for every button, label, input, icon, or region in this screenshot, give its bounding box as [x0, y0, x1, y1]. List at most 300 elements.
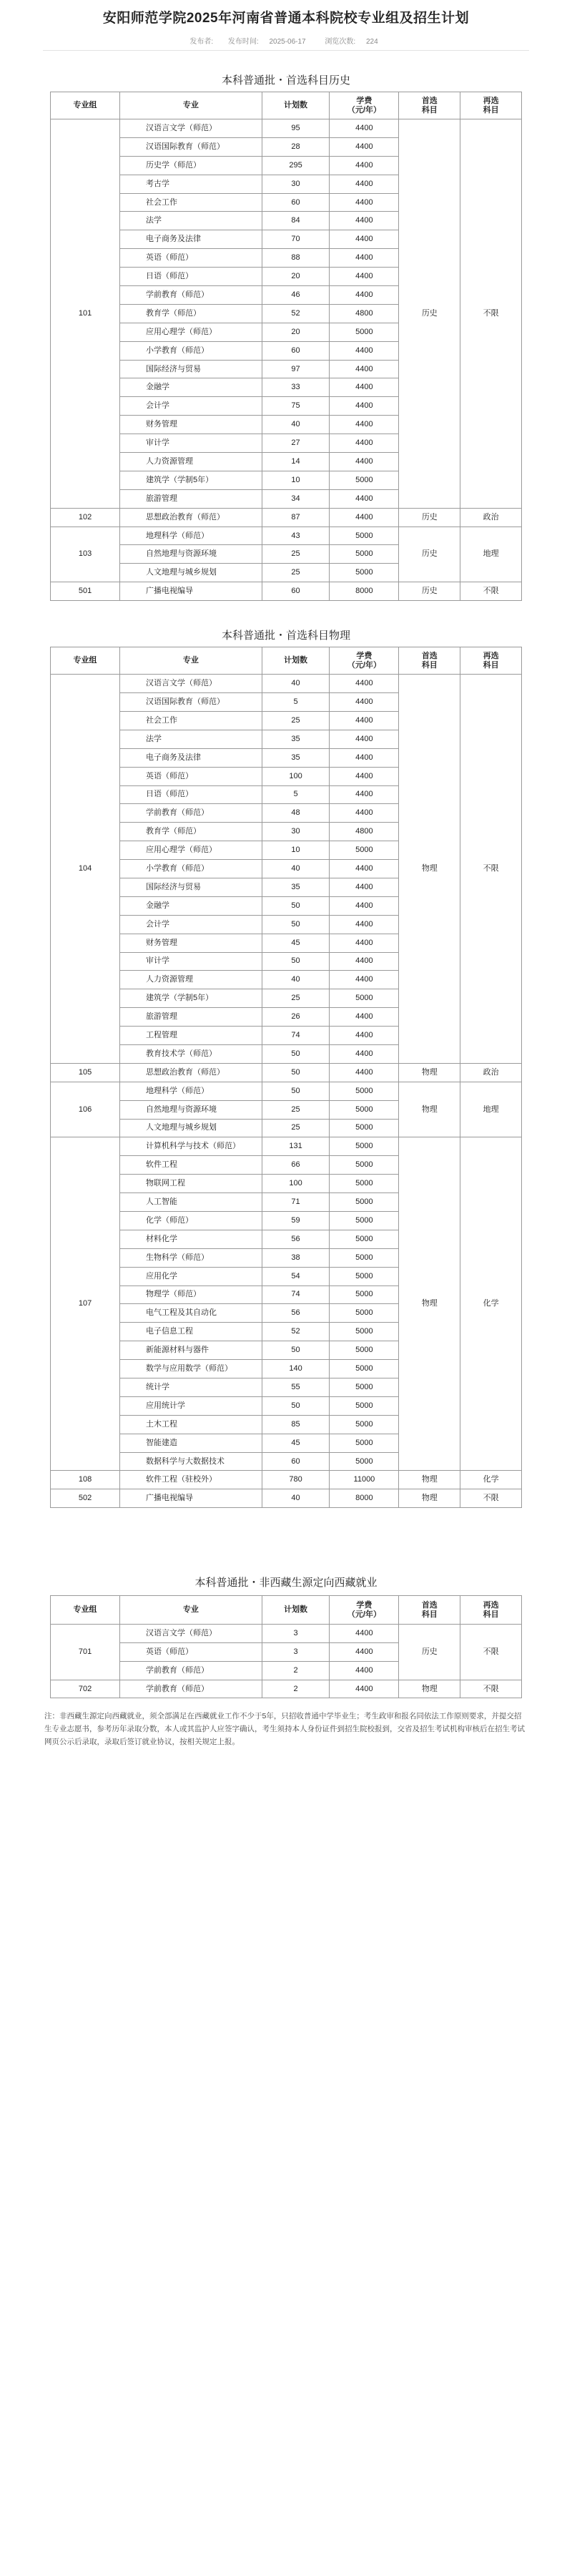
fee-cell: 5000 [330, 1156, 399, 1175]
header-fee: 学费 （元/年） [330, 1596, 399, 1625]
major-cell: 物联网工程 [120, 1175, 262, 1193]
fee-cell: 5000 [330, 545, 399, 564]
plan-cell: 46 [262, 286, 330, 305]
plan-cell: 5 [262, 693, 330, 712]
major-cell: 汉语言文学（师范） [120, 1625, 262, 1643]
reselect-subject-cell: 不限 [460, 1489, 522, 1508]
plan-cell: 780 [262, 1471, 330, 1489]
fee-cell: 4400 [330, 489, 399, 508]
fee-cell: 4400 [330, 860, 399, 878]
fee-cell: 5000 [330, 1193, 399, 1212]
first-subject-cell: 物理 [399, 1063, 460, 1082]
plan-cell: 40 [262, 675, 330, 693]
plan-cell: 34 [262, 489, 330, 508]
plan-cell: 3 [262, 1643, 330, 1662]
major-cell: 人文地理与城乡规划 [120, 1119, 262, 1137]
plan-cell: 40 [262, 416, 330, 434]
plan-cell: 75 [262, 397, 330, 416]
header-plan: 计划数 [262, 647, 330, 675]
first-subject-cell: 物理 [399, 1680, 460, 1698]
major-cell: 教育学（师范） [120, 304, 262, 323]
major-cell: 人力资源管理 [120, 453, 262, 471]
table-header-row [51, 1596, 522, 1625]
header-first-subject: 首选 科目 [399, 92, 460, 119]
fee-cell: 4400 [330, 1027, 399, 1045]
table-row [51, 1082, 522, 1100]
major-cell: 社会工作 [120, 193, 262, 212]
plan-cell: 30 [262, 175, 330, 193]
major-cell: 材料化学 [120, 1230, 262, 1248]
major-cell: 日语（师范） [120, 268, 262, 286]
major-cell: 土木工程 [120, 1415, 262, 1434]
fee-cell: 5000 [330, 1378, 399, 1397]
header-first-subject: 首选 科目 [399, 647, 460, 675]
plan-cell: 10 [262, 841, 330, 860]
fee-cell: 5000 [330, 1137, 399, 1156]
major-cell: 学前教育（师范） [120, 1661, 262, 1680]
major-cell: 小学教育（师范） [120, 341, 262, 360]
fee-cell: 4400 [330, 268, 399, 286]
plan-cell: 25 [262, 711, 330, 730]
fee-cell: 4400 [330, 1680, 399, 1698]
major-cell: 化学（师范） [120, 1211, 262, 1230]
view-count: 浏览次数: 224 [325, 38, 378, 46]
plan-cell: 66 [262, 1156, 330, 1175]
fee-cell: 5000 [330, 1175, 399, 1193]
plan-cell: 30 [262, 823, 330, 841]
major-cell: 英语（师范） [120, 249, 262, 268]
fee-cell: 5000 [330, 1267, 399, 1285]
reselect-subject-cell: 不限 [460, 119, 522, 509]
major-cell: 自然地理与资源环境 [120, 545, 262, 564]
major-cell: 英语（师范） [120, 767, 262, 785]
first-subject-cell: 历史 [399, 527, 460, 582]
fee-cell: 5000 [330, 1341, 399, 1360]
major-cell: 小学教育（师范） [120, 860, 262, 878]
plan-cell: 28 [262, 137, 330, 156]
plan-cell: 74 [262, 1027, 330, 1045]
fee-cell: 4400 [330, 730, 399, 748]
major-cell: 人文地理与城乡规划 [120, 564, 262, 582]
plan-cell: 27 [262, 434, 330, 453]
major-cell: 思想政治教育（师范） [120, 508, 262, 527]
major-cell: 物理学（师范） [120, 1285, 262, 1304]
header-reselect-subject: 再选 科目 [460, 92, 522, 119]
major-cell: 财务管理 [120, 416, 262, 434]
header-fee: 学费 （元/年） [330, 92, 399, 119]
major-cell: 考古学 [120, 175, 262, 193]
section-title: 本科普通批・首选科目历史 [221, 74, 350, 87]
major-cell: 金融学 [120, 378, 262, 397]
major-cell: 数据科学与大数据技术 [120, 1452, 262, 1471]
reselect-subject-cell: 政治 [460, 508, 522, 527]
first-subject-cell: 物理 [399, 1137, 460, 1471]
major-cell: 社会工作 [120, 711, 262, 730]
major-cell: 学前教育（师范） [120, 804, 262, 823]
plan-cell: 70 [262, 230, 330, 249]
major-cell: 审计学 [120, 952, 262, 971]
major-cell: 日语（师范） [120, 785, 262, 804]
plan-cell: 3 [262, 1625, 330, 1643]
table-row [51, 1489, 522, 1508]
header-major: 专业 [120, 647, 262, 675]
fee-cell: 5000 [330, 1452, 399, 1471]
fee-cell: 4400 [330, 360, 399, 378]
fee-cell: 5000 [330, 564, 399, 582]
reselect-subject-cell: 不限 [460, 1680, 522, 1698]
major-cell: 应用统计学 [120, 1396, 262, 1415]
table-row [51, 1137, 522, 1156]
major-cell: 广播电视编导 [120, 1489, 262, 1508]
table-row [51, 582, 522, 601]
plan-cell: 84 [262, 212, 330, 230]
fee-cell: 4400 [330, 119, 399, 138]
plan-cell: 100 [262, 767, 330, 785]
first-subject-cell: 历史 [399, 582, 460, 601]
group-id-cell: 108 [51, 1471, 120, 1489]
fee-cell: 4400 [330, 934, 399, 952]
major-cell: 金融学 [120, 896, 262, 915]
fee-cell: 5000 [330, 1211, 399, 1230]
fee-cell: 4400 [330, 767, 399, 785]
plan-cell: 50 [262, 896, 330, 915]
major-cell: 电子商务及法律 [120, 230, 262, 249]
fee-cell: 4400 [330, 508, 399, 527]
fee-cell: 4400 [330, 748, 399, 767]
plan-cell: 50 [262, 915, 330, 934]
group-id-cell: 106 [51, 1082, 120, 1137]
plan-cell: 100 [262, 1175, 330, 1193]
plan-cell: 88 [262, 249, 330, 268]
fee-cell: 5000 [330, 1360, 399, 1378]
major-cell: 地理科学（师范） [120, 527, 262, 545]
reselect-subject-cell: 地理 [460, 527, 522, 582]
plan-cell: 25 [262, 545, 330, 564]
plan-cell: 35 [262, 748, 330, 767]
plan-cell: 52 [262, 1323, 330, 1341]
plan-cell: 87 [262, 508, 330, 527]
major-cell: 国际经济与贸易 [120, 878, 262, 896]
group-id-cell: 501 [51, 582, 120, 601]
plan-cell: 35 [262, 878, 330, 896]
plan-cell: 71 [262, 1193, 330, 1212]
fee-cell: 4400 [330, 193, 399, 212]
plan-cell: 59 [262, 1211, 330, 1230]
fee-cell: 8000 [330, 1489, 399, 1508]
reselect-subject-cell: 不限 [460, 675, 522, 1064]
plan-cell: 50 [262, 1082, 330, 1100]
fee-cell: 5000 [330, 1396, 399, 1415]
major-cell: 生物科学（师范） [120, 1248, 262, 1267]
plan-cell: 25 [262, 989, 330, 1008]
major-cell: 广播电视编导 [120, 582, 262, 601]
fee-cell: 8000 [330, 582, 399, 601]
plan-cell: 131 [262, 1137, 330, 1156]
major-cell: 教育技术学（师范） [120, 1044, 262, 1063]
section-title: 本科普通批・首选科目物理 [221, 630, 350, 642]
major-cell: 人工智能 [120, 1193, 262, 1212]
first-subject-cell: 历史 [399, 119, 460, 509]
plan-cell: 60 [262, 193, 330, 212]
major-cell: 会计学 [120, 397, 262, 416]
table-header-row [51, 647, 522, 675]
section-title: 本科普通批・非西藏生源定向西藏就业 [194, 1577, 378, 1590]
plan-cell: 26 [262, 1008, 330, 1027]
plan-cell: 10 [262, 471, 330, 489]
table-row [51, 1625, 522, 1643]
fee-cell: 4400 [330, 286, 399, 305]
fee-cell: 4400 [330, 230, 399, 249]
fee-cell: 4400 [330, 675, 399, 693]
fee-cell: 4400 [330, 915, 399, 934]
reselect-subject-cell: 化学 [460, 1137, 522, 1471]
plan-table [50, 647, 522, 1508]
fee-cell: 4400 [330, 175, 399, 193]
fee-cell: 4400 [330, 1044, 399, 1063]
group-id-cell: 104 [51, 675, 120, 1064]
table-row [51, 527, 522, 545]
major-cell: 建筑学（学制5年） [120, 471, 262, 489]
plan-cell: 97 [262, 360, 330, 378]
fee-cell: 4800 [330, 304, 399, 323]
major-cell: 电子信息工程 [120, 1323, 262, 1341]
major-cell: 电子商务及法律 [120, 748, 262, 767]
plan-cell: 45 [262, 934, 330, 952]
reselect-subject-cell: 政治 [460, 1063, 522, 1082]
major-cell: 旅游管理 [120, 489, 262, 508]
major-cell: 汉语国际教育（师范） [120, 137, 262, 156]
fee-cell: 4400 [330, 397, 399, 416]
page-title: 安阳师范学院2025年河南省普通本科院校专业组及招生计划 [102, 11, 470, 26]
group-id-cell: 101 [51, 119, 120, 509]
plan-cell: 52 [262, 304, 330, 323]
header-reselect-subject: 再选 科目 [460, 1596, 522, 1625]
article-meta [0, 35, 572, 46]
major-cell: 自然地理与资源环境 [120, 1100, 262, 1119]
plan-cell: 40 [262, 1489, 330, 1508]
plan-cell: 50 [262, 1044, 330, 1063]
fee-cell: 5000 [330, 989, 399, 1008]
publisher-label: 发布者: [189, 38, 214, 46]
fee-cell: 5000 [330, 1248, 399, 1267]
major-cell: 审计学 [120, 434, 262, 453]
fee-cell: 5000 [330, 1415, 399, 1434]
plan-cell: 50 [262, 1396, 330, 1415]
plan-table [50, 92, 522, 601]
fee-cell: 5000 [330, 471, 399, 489]
header-group: 专业组 [51, 1596, 120, 1625]
fee-cell: 4800 [330, 823, 399, 841]
major-cell: 应用心理学（师范） [120, 323, 262, 341]
group-id-cell: 107 [51, 1137, 120, 1471]
plan-cell: 35 [262, 730, 330, 748]
fee-cell: 4400 [330, 711, 399, 730]
plan-cell: 33 [262, 378, 330, 397]
plan-cell: 40 [262, 971, 330, 989]
header-fee: 学费 （元/年） [330, 647, 399, 675]
fee-cell: 4400 [330, 971, 399, 989]
plan-cell: 2 [262, 1680, 330, 1698]
plan-cell: 60 [262, 1452, 330, 1471]
fee-cell: 5000 [330, 1082, 399, 1100]
fee-cell: 4400 [330, 453, 399, 471]
fee-cell: 4400 [330, 416, 399, 434]
table-header-row [51, 92, 522, 119]
fee-cell: 5000 [330, 1285, 399, 1304]
fee-cell: 5000 [330, 841, 399, 860]
group-id-cell: 701 [51, 1625, 120, 1680]
plan-cell: 50 [262, 1063, 330, 1082]
plan-cell: 60 [262, 582, 330, 601]
header-first-subject: 首选 科目 [399, 1596, 460, 1625]
fee-cell: 4400 [330, 1625, 399, 1643]
header-major: 专业 [120, 92, 262, 119]
group-id-cell: 702 [51, 1680, 120, 1698]
fee-cell: 4400 [330, 1008, 399, 1027]
footnote: 注：非西藏生源定向西藏就业，须全部满足在西藏就业工作不少于5年，只招收普通中学毕业生；考生政审和报名同依法工作原则要求，并提交招生专业志愿书，参考历年录取分数，本人或其监护人应签字确认，考生须持本人身份证件到招生院校报到，交省及招生考试机构审核后在招生考试网页公示后录取，录取后签订就业协议，按相关规定上报。 [44, 1712, 525, 1747]
first-subject-cell: 历史 [399, 1625, 460, 1680]
reselect-subject-cell: 化学 [460, 1471, 522, 1489]
header-plan: 计划数 [262, 92, 330, 119]
major-cell: 人力资源管理 [120, 971, 262, 989]
major-cell: 汉语言文学（师范） [120, 675, 262, 693]
fee-cell: 5000 [330, 1119, 399, 1137]
major-cell: 汉语国际教育（师范） [120, 693, 262, 712]
group-id-cell: 502 [51, 1489, 120, 1508]
fee-cell: 5000 [330, 1230, 399, 1248]
header-group: 专业组 [51, 647, 120, 675]
plan-cell: 14 [262, 453, 330, 471]
major-cell: 学前教育（师范） [120, 286, 262, 305]
major-cell: 思想政治教育（师范） [120, 1063, 262, 1082]
major-cell: 法学 [120, 212, 262, 230]
fee-cell: 4400 [330, 785, 399, 804]
fee-cell: 4400 [330, 341, 399, 360]
major-cell: 财务管理 [120, 934, 262, 952]
fee-cell: 5000 [330, 1100, 399, 1119]
plan-cell: 74 [262, 1285, 330, 1304]
plan-table [50, 1595, 522, 1698]
plan-cell: 56 [262, 1304, 330, 1323]
first-subject-cell: 历史 [399, 508, 460, 527]
fee-cell: 4400 [330, 878, 399, 896]
table-row [51, 1680, 522, 1698]
plan-cell: 56 [262, 1230, 330, 1248]
fee-cell: 4400 [330, 804, 399, 823]
plan-cell: 60 [262, 341, 330, 360]
plan-cell: 295 [262, 156, 330, 175]
fee-cell: 5000 [330, 1304, 399, 1323]
first-subject-cell: 物理 [399, 1471, 460, 1489]
table-row [51, 675, 522, 693]
major-cell: 历史学（师范） [120, 156, 262, 175]
plan-cell: 55 [262, 1378, 330, 1397]
plan-cell: 25 [262, 564, 330, 582]
fee-cell: 5000 [330, 527, 399, 545]
first-subject-cell: 物理 [399, 1082, 460, 1137]
major-cell: 学前教育（师范） [120, 1680, 262, 1698]
header-major: 专业 [120, 1596, 262, 1625]
fee-cell: 4400 [330, 378, 399, 397]
header-plan: 计划数 [262, 1596, 330, 1625]
fee-cell: 5000 [330, 1434, 399, 1452]
major-cell: 数学与应用数学（师范） [120, 1360, 262, 1378]
major-cell: 教育学（师范） [120, 823, 262, 841]
table-row [51, 508, 522, 527]
fee-cell: 4400 [330, 1661, 399, 1680]
plan-cell: 54 [262, 1267, 330, 1285]
divider [43, 50, 529, 51]
article-header [0, 0, 572, 50]
fee-cell: 5000 [330, 1323, 399, 1341]
article-content [0, 70, 572, 1748]
major-cell: 法学 [120, 730, 262, 748]
plan-cell: 20 [262, 268, 330, 286]
plan-cell: 140 [262, 1360, 330, 1378]
plan-cell: 2 [262, 1661, 330, 1680]
major-cell: 会计学 [120, 915, 262, 934]
major-cell: 统计学 [120, 1378, 262, 1397]
major-cell: 计算机科学与技术（师范） [120, 1137, 262, 1156]
group-id-cell: 105 [51, 1063, 120, 1082]
fee-cell: 4400 [330, 693, 399, 712]
table-row [51, 1063, 522, 1082]
plan-cell: 25 [262, 1119, 330, 1137]
plan-cell: 40 [262, 860, 330, 878]
table-row [51, 119, 522, 138]
major-cell: 智能建造 [120, 1434, 262, 1452]
fee-cell: 4400 [330, 1063, 399, 1082]
plan-cell: 38 [262, 1248, 330, 1267]
reselect-subject-cell: 不限 [460, 1625, 522, 1680]
table-row [51, 1471, 522, 1489]
fee-cell: 5000 [330, 323, 399, 341]
header-group: 专业组 [51, 92, 120, 119]
major-cell: 国际经济与贸易 [120, 360, 262, 378]
major-cell: 应用心理学（师范） [120, 841, 262, 860]
fee-cell: 4400 [330, 1643, 399, 1662]
major-cell: 地理科学（师范） [120, 1082, 262, 1100]
group-id-cell: 102 [51, 508, 120, 527]
fee-cell: 4400 [330, 156, 399, 175]
reselect-subject-cell: 不限 [460, 582, 522, 601]
fee-cell: 4400 [330, 249, 399, 268]
plan-cell: 85 [262, 1415, 330, 1434]
plan-cell: 50 [262, 1341, 330, 1360]
major-cell: 英语（师范） [120, 1643, 262, 1662]
fee-cell: 4400 [330, 212, 399, 230]
plan-cell: 43 [262, 527, 330, 545]
plan-cell: 5 [262, 785, 330, 804]
major-cell: 电气工程及其自动化 [120, 1304, 262, 1323]
major-cell: 工程管理 [120, 1027, 262, 1045]
plan-cell: 20 [262, 323, 330, 341]
header-reselect-subject: 再选 科目 [460, 647, 522, 675]
fee-cell: 4400 [330, 896, 399, 915]
fee-cell: 4400 [330, 137, 399, 156]
major-cell: 新能源材料与器件 [120, 1341, 262, 1360]
major-cell: 汉语言文学（师范） [120, 119, 262, 138]
group-id-cell: 103 [51, 527, 120, 582]
fee-cell: 4400 [330, 434, 399, 453]
first-subject-cell: 物理 [399, 675, 460, 1064]
major-cell: 软件工程 [120, 1156, 262, 1175]
fee-cell: 11000 [330, 1471, 399, 1489]
plan-cell: 48 [262, 804, 330, 823]
reselect-subject-cell: 地理 [460, 1082, 522, 1137]
plan-cell: 95 [262, 119, 330, 138]
publish-time: 发布时间: 2025-06-17 [227, 38, 306, 46]
